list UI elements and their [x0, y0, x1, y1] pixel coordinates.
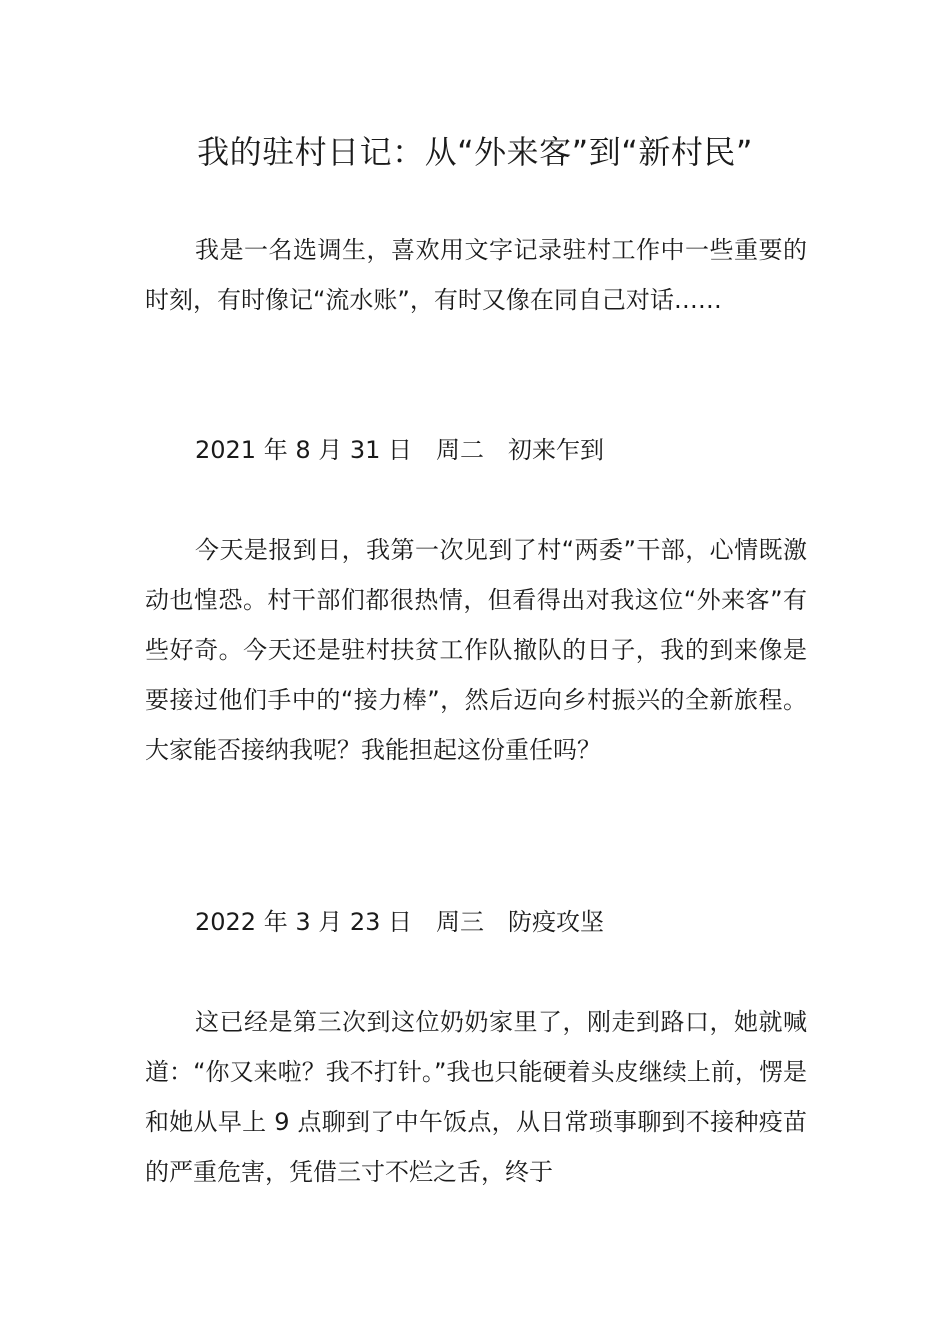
entry-heading-2: 2022 年 3 月 23 日 周三 防疫攻坚 [195, 908, 605, 936]
entry-body-1: 今天是报到日，我第一次见到了村“两委”干部，心情既激动也惶恐。村干部们都很热情，但看得出对我这位“外来客”有些好奇。今天还是驻村扶贫工作队撤队的日子，我的到来像是要接过他们手中的“接力棒”，然后迈向乡村振兴的全新旅程。大家能否接纳我呢？我能担起这份重任吗？ [145, 536, 807, 764]
document-title: 我的驻村日记：从“外来客”到“新村民” [197, 133, 753, 171]
entry-body-2: 这已经是第三次到这位奶奶家里了，刚走到路口，她就喊道：“你又来啦？我不打针。”我也只能硬着头皮继续上前，愣是和她从早上 9 点聊到了中午饭点，从日常琐事聊到不接种疫苗的严重危害，凭借三寸不烂之舌，终于 [145, 1008, 807, 1186]
intro-paragraph: 我是一名选调生，喜欢用文字记录驻村工作中一些重要的时刻，有时像记“流水账”，有时又像在同自己对话…… [145, 236, 807, 314]
entry-heading-1: 2021 年 8 月 31 日 周二 初来乍到 [195, 436, 605, 464]
